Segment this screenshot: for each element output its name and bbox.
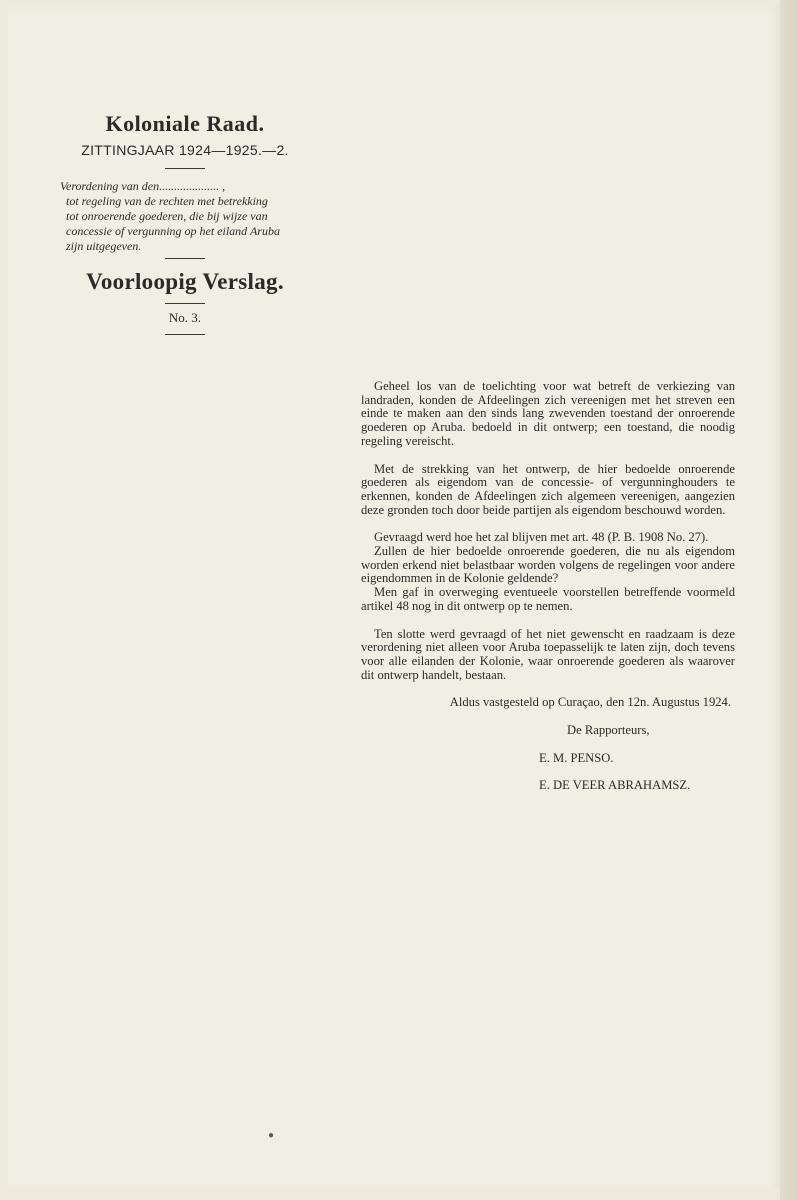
divider	[165, 303, 205, 304]
rapporteurs-label: De Rapporteurs,	[567, 723, 650, 738]
question-paragraph: Men gaf in overweging eventueele voorstellen betreffende voormeld artikel 48 nog in dit ontwerp op te nemen.	[361, 585, 735, 613]
report-body	[361, 380, 735, 793]
signatory: E. M. PENSO.	[539, 750, 614, 765]
ordinance-line: zijn uitgegeven.	[66, 239, 142, 253]
divider	[165, 168, 205, 169]
page-edge	[780, 0, 797, 1200]
closing-statement: Aldus vastgesteld op Curaçao, den 12n. Augustus 1924.	[449, 695, 731, 710]
council-title: Koloniale Raad.	[105, 111, 265, 136]
body-paragraph: Geheel los van de toelichting voor wat betreft de verkiezing van landraden, konden de Afdeelingen zich vereenigen met het streven een einde te maken aan den sinds lang zwevenden toestand der onroerende goederen op Aruba. bedoeld in dit ontwerp; een toestand, die noodig regeling vereischt.	[361, 379, 735, 448]
question-paragraph: Zullen de hier bedoelde onroerende goederen, die nu als eigendom worden erkend niet belastbaar worden volgens de regelingen voor andere eigendommen in de Kolonie geldende?	[361, 544, 735, 586]
divider	[165, 334, 205, 335]
ordinance-description	[60, 179, 310, 254]
ordinance-line: Verordening van den.................... ,	[60, 179, 226, 193]
ordinance-line: concessie of vergunning op het eiland Aruba	[66, 224, 280, 238]
ordinance-line: tot regeling van de rechten met betrekking	[66, 194, 268, 208]
report-number: No. 3.	[168, 310, 202, 325]
ordinance-line: tot onroerende goederen, die bij wijze van	[66, 209, 268, 223]
divider	[165, 258, 205, 259]
body-paragraph: Met de strekking van het ontwerp, de hier bedoelde onroerende goederen als eigendom van de concessie- of vergunninghouders te erkennen, konden de Afdeelingen zich algemeen vereenigen, aangezien deze gronden toch door beide partijen als eigendom beschouwd worden.	[361, 461, 735, 517]
report-heading: Voorloopig Verslag.	[86, 269, 284, 294]
question-paragraph: Gevraagd werd hoe het zal blijven met art. 48 (P. B. 1908 No. 27).	[374, 530, 709, 545]
final-paragraph: Ten slotte werd gevraagd of het niet gewenscht en raadzaam is deze verordening niet alleen voor Aruba toepasselijk te laten zijn, doch tevens voor alle eilanden der Kolonie, waar onroerende goederen als waarover dit ontwerp handelt, bestaan.	[361, 626, 735, 682]
signatory: E. DE VEER ABRAHAMSZ.	[539, 778, 691, 793]
ink-speck: ●	[268, 1130, 275, 1141]
session-year: ZITTINGJAAR 1924—1925.—2.	[81, 142, 289, 158]
left-column	[60, 110, 310, 345]
